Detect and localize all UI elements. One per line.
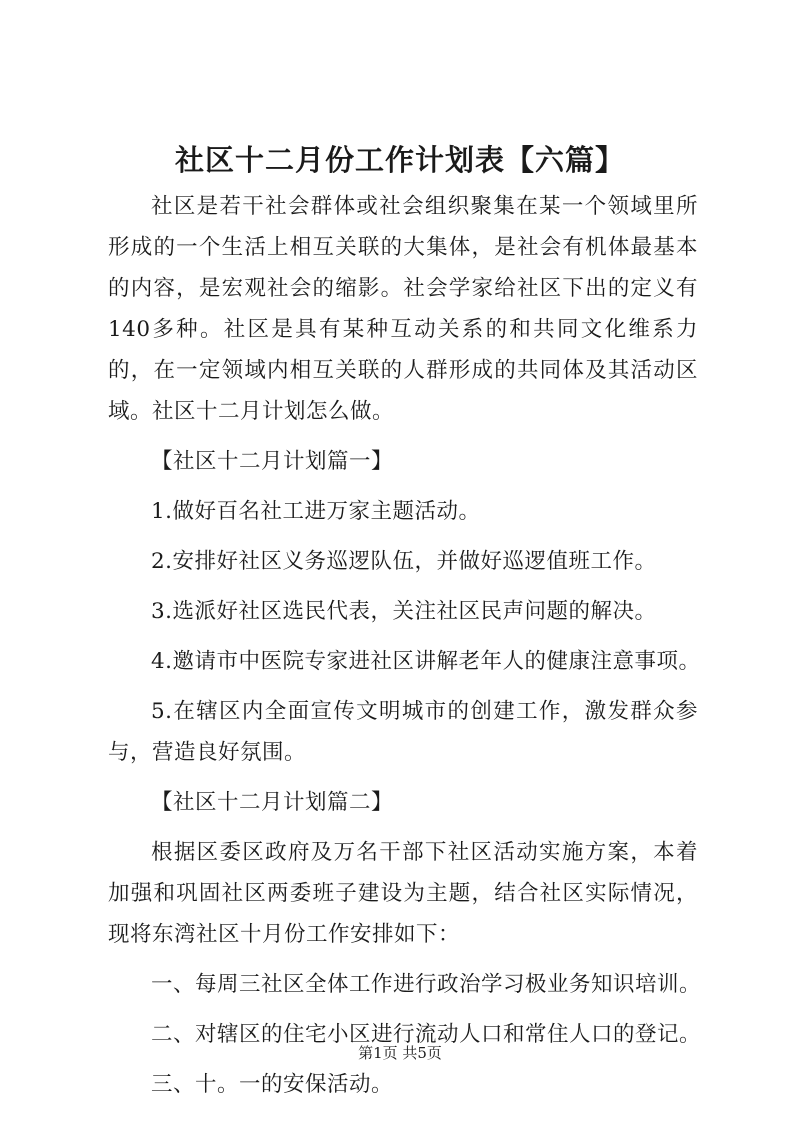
section-heading-2: 【社区十二月计划篇二】 — [151, 790, 394, 815]
list-item-4: 4.邀请市中医院专家进社区讲解老年人的健康注意事项。 — [151, 649, 701, 674]
list-item-3: 3.选派好社区选民代表，关注社区民声问题的解决。 — [151, 599, 657, 624]
page-number-footer: 第1页 共5页 — [358, 1044, 442, 1062]
plan-item-3: 三、十。一的安保活动。 — [151, 1072, 394, 1097]
intro-paragraph: 社区是若干社会群体或社会组织聚集在某一个领域里所形成的一个生活上相互关联的大集体，是社会有机体最基本的内容，是宏观社会的缩影。社会学家给社区下出的定义有140多种。社区是具有某种互动关系的和共同文化维系力的，在一定领域内相互关联的人群形成的共同体及其活动区域。社区十二月计划怎么做。 — [108, 194, 698, 424]
plan-intro-paragraph: 根据区委区政府及万名干部下社区活动实施方案，本着加强和巩固社区两委班子建设为主题，结合社区实际情况，现将东湾社区十月份工作安排如下： — [108, 840, 698, 947]
section-heading-1: 【社区十二月计划篇一】 — [151, 449, 394, 474]
document-title: 社区十二月份工作计划表【六篇】 — [174, 143, 625, 177]
plan-item-2: 二、对辖区的住宅小区进行流动人口和常住人口的登记。 — [151, 1022, 702, 1047]
plan-item-1: 一、每周三社区全体工作进行政治学习极业务知识培训。 — [151, 972, 702, 997]
list-item-1: 1.做好百名社工进万家主题活动。 — [151, 499, 481, 524]
document-body — [108, 186, 702, 1114]
list-item-2: 2.安排好社区义务巡逻队伍，并做好巡逻值班工作。 — [151, 549, 657, 574]
list-item-5: 5.在辖区内全面宣传文明城市的创建工作，激发群众参与，营造良好氛围。 — [108, 699, 698, 765]
